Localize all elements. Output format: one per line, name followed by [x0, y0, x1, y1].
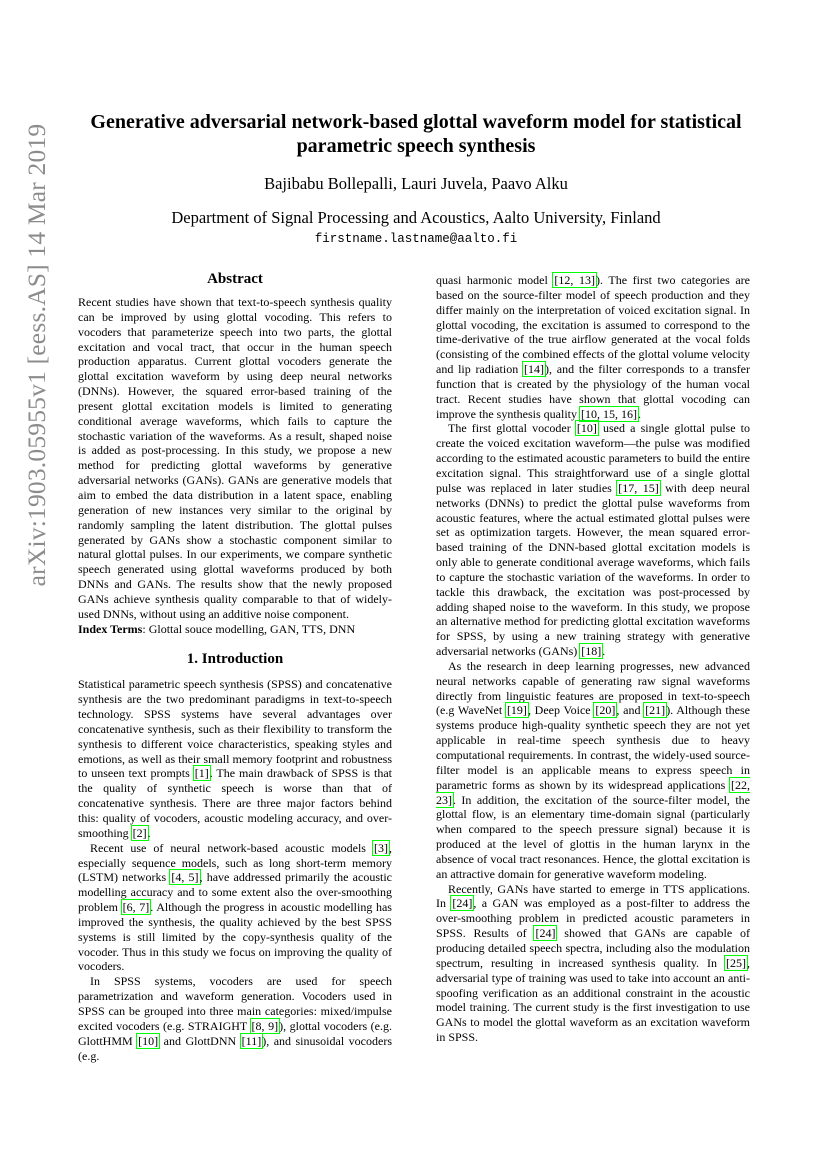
paper-title: Generative adversarial network-based glottal waveform model for statistical parametric speech synthesis	[90, 111, 742, 157]
citation-link[interactable]: [8, 9]	[251, 1018, 279, 1033]
text-span: , and	[616, 703, 645, 718]
citation-link[interactable]: [2]	[132, 825, 147, 840]
text-span: The first glottal vocoder	[448, 421, 576, 436]
text-span: ). Although these systems produce high-quality synthetic speech they are not yet applicable in real-time speech synthesis due to heavy computational requirements. In contrast, the widely-used source-filter model is an applicable means to express speech in parametric forms as shown by its widespread applications	[436, 703, 750, 792]
text-span: ), and the filter corresponds to a transfer function that is created by the physiology of the human vocal tract. Recent studies have shown that glottal vocoding can improve the synthesis quality	[436, 362, 751, 421]
citation-link[interactable]: [11]	[241, 1033, 262, 1048]
text-span: .	[147, 825, 151, 840]
arxiv-identifier: arXiv:1903.05955v1 [eess.AS] 14 Mar 2019	[22, 123, 51, 587]
citation-link[interactable]: [25]	[726, 955, 746, 970]
citation-link[interactable]: [17, 15]	[618, 480, 659, 495]
paper-affiliation: Department of Signal Processing and Acoustics, Aalto University, Finland	[171, 208, 661, 227]
text-span: , especially sequence models, such as long short-term memory (LSTM) networks	[78, 840, 392, 885]
text-span: ). The first two categories are based on the source-filter model of speech production and they differ mainly on the interpretation of voiced excitation signal. In glottal vocoding, the excitation is assumed to correspond to the time-derivative of the true airflow generated at the vocal folds (consisting of the combined effects of the glottal volume velocity and lip radiation	[436, 273, 750, 377]
intro-paragraph-3	[78, 974, 392, 1063]
abstract-heading: Abstract	[207, 271, 263, 287]
intro-paragraph-1	[78, 677, 392, 840]
text-span: In SPSS systems, vocoders are used for speech parametrization and waveform generation. Vocoders used in SPSS can be grouped into three main categories: mixed/impulse excited vocoders (e.g. STRAIGHT	[78, 974, 392, 1033]
text-span: , have addressed primarily the acoustic modelling accuracy and to some extent also the over-smoothing problem	[78, 870, 392, 915]
text-span: .	[602, 644, 606, 659]
citation-link[interactable]: [12, 13]	[554, 273, 595, 287]
paper-header	[78, 110, 754, 247]
index-terms-text: : Glottal souce modelling, GAN, TTS, DNN	[142, 621, 356, 636]
text-span: ), and sinusoidal vocoders (e.g.	[78, 1033, 392, 1063]
citation-link[interactable]: [20]	[595, 703, 616, 718]
text-span: , a GAN was employed as a post-filter to address the over-smoothing problem in predicted acoustic parameters in SPSS. Results of	[436, 896, 750, 941]
citation-link[interactable]: [18]	[581, 644, 602, 659]
citation-link[interactable]: [3]	[374, 840, 388, 855]
citation-link[interactable]: [14]	[523, 362, 544, 377]
text-span: . Although the progress in acoustic modelling has improved the synthesis, the quality achieved by the best SPSS systems is still limited by the copy-synthesis quality of the vocoder. Thus in this study we focus on improving the quality of vocoders.	[78, 900, 392, 974]
index-terms	[78, 622, 392, 637]
paper-email: firstname.lastname@aalto.fi	[314, 232, 518, 246]
text-span: Recent use of neural network-based acoustic models	[90, 840, 373, 855]
citation-link[interactable]: [19]	[506, 703, 527, 718]
index-terms-label: Index Terms	[78, 621, 143, 636]
intro-paragraph-2	[78, 841, 392, 975]
text-span: , adversarial type of training was used to take into account an anti-spoofing verification as an additional constraint in the acoustic model training. The current study is the first investigation to use GANs to model the glottal waveform as an excitation waveform in SPSS.	[436, 955, 750, 1045]
citation-link[interactable]: [21]	[645, 703, 666, 718]
text-span: Statistical parametric speech synthesis (SPSS) and concatenative synthesis are the two predominant paradigms in text-to-speech technology. SPSS systems have several advantages over concatenative synthesis, such as their flexibility to transform the synthesis to different voice characteristics, speaking styles and emotions, as well as their small memory footprint and robustness to unseen text prompts	[78, 677, 392, 781]
text-span: Recently, GANs have started to emerge in TTS applications. In	[436, 881, 750, 911]
citation-link[interactable]: [6, 7]	[122, 900, 150, 915]
text-span: , Deep Voice	[527, 703, 595, 718]
text-span: quasi harmonic model	[436, 273, 554, 287]
abstract-text: Recent studies have shown that text-to-speech synthesis quality can be improved by using glottal vocoding. This refers to vocoders that parameterize speech into two parts, the glottal excitation and vocal tract, that occur in the human speech production apparatus. Current glottal vocoders generate the glottal excitation waveform by using deep neural networks (DNNs). However, the squared error-based training of the present glottal excitation models is limited to generating conditional average waveforms, which fails to capture the stochastic variation of the waveforms. As a result, shaped noise is added as post-processing. In this study, we propose a new method for predicting glottal waveforms by generative adversarial networks (GANs). GANs are generative models that aim to embed the data distribution in a latent space, enabling generation of new instances very similar to the original by randomly sampling the latent distribution. The glottal pulses generated by GANs show a stochastic component similar to natural glottal pulses. In our experiments, we compare synthetic speech generated using glottal waveforms produced by both DNNs and GANs. The results show that the newly proposed GANs achieve synthesis quality comparable to that of widely-used DNNs, without using an additive noise component.	[78, 295, 392, 621]
text-span: ), glottal vocoders (e.g. GlottHMM	[78, 1018, 392, 1048]
citation-link[interactable]: [10]	[576, 421, 597, 436]
right-paragraph-3	[436, 659, 750, 882]
citation-link[interactable]: [10, 15, 16]	[580, 406, 637, 421]
introduction-heading: 1. Introduction	[186, 651, 284, 668]
text-span: As the research in deep learning progresses, new advanced neural networks capable of generating raw signal waveforms directly from linguistic features are proposed in text-to-speech (e.g WaveNet	[436, 658, 750, 718]
citation-link[interactable]: [22, 23]	[436, 777, 750, 807]
text-span: . The main drawback of SPSS is that the quality of synthetic speech is worse than that of concatenative synthesis. There are three major factors behind this: quality of vocoders, acoustic modeling accuracy, and over-smoothing	[78, 766, 393, 840]
right-paragraph-1	[436, 273, 750, 421]
paper-authors: Bajibabu Bollepalli, Lauri Juvela, Paavo Alku	[264, 174, 568, 193]
text-span: and GlottDNN	[159, 1033, 241, 1048]
text-span: .	[637, 406, 641, 421]
citation-link[interactable]: [4, 5]	[171, 870, 199, 885]
citation-link[interactable]: [24]	[535, 926, 556, 941]
text-span: showed that GANs are capable of producing detailed speech spectra, including also the modulation spectrum, resulting in increased synthesis quality. In	[436, 926, 750, 970]
text-span: . In addition, the excitation of the source-filter model, the glottal flow, is an elementary time-domain signal (particularly when compared to the speech pressure signal) because it is produced at the level of glottis in the human larynx in the absence of vocal tract resonances. Hence, the glottal excitation is an attractive domain for generative waveform modeling.	[436, 792, 750, 881]
citation-link[interactable]: [10]	[138, 1033, 159, 1048]
text-span: used a single glottal pulse to create the voiced excitation waveform—the pulse was modified according to the estimated acoustic parameters to build the entire excitation signal. This straightforward use of a single glottal pulse was replaced in later studies	[436, 421, 751, 495]
citation-link[interactable]: [1]	[194, 766, 209, 781]
right-paragraph-2	[436, 421, 750, 659]
right-column	[436, 273, 750, 1045]
text-span: with deep neural networks (DNNs) to predict the glottal pulse waveforms from acoustic features, where the actual estimated glottal pulses were set as optimization targets. However, the mean squared error-based training of the DNN-based glottal excitation models is only able to generate conditional average waveforms, which fails to capture the stochastic variation of the waveforms. In order to tackle this drawback, the excitation was post-processed by adding shaped noise to the waveform. In this study, we propose an alternative method for predicting glottal excitation waveforms for SPSS, by using a new training strategy with generative adversarial networks (GANs)	[436, 480, 750, 659]
right-paragraph-4	[436, 882, 750, 1045]
citation-link[interactable]: [24]	[452, 896, 473, 911]
left-column	[78, 270, 392, 1063]
